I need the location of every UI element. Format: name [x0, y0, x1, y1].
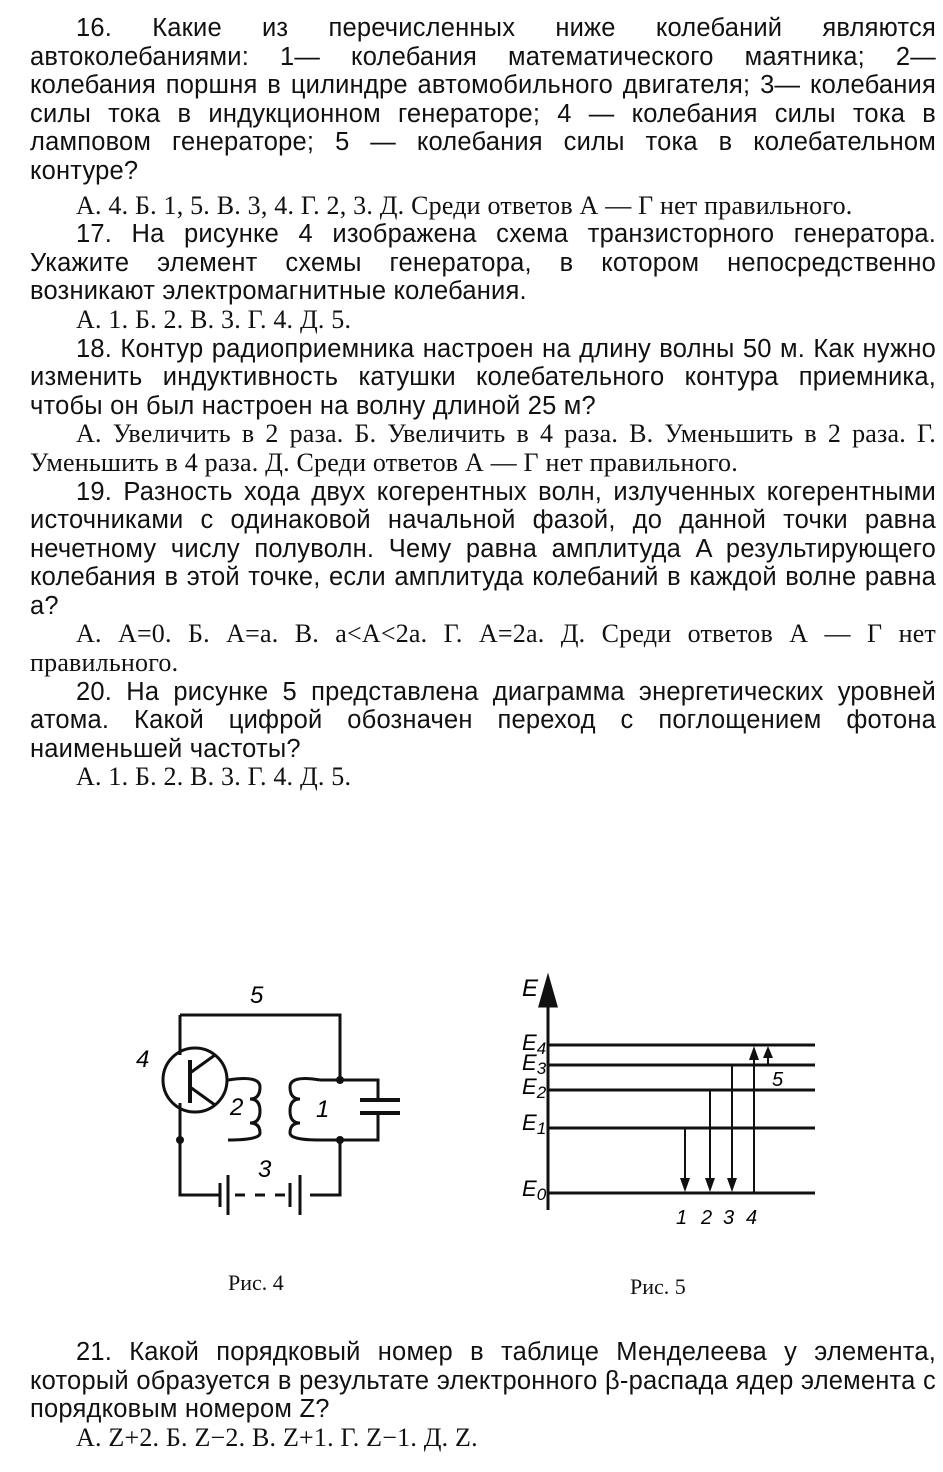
level-label-e2: E2: [522, 1074, 547, 1102]
question-19: 19. Разность хода двух когерентных волн, излученных когерентными источниками с одинаковой начальной фазой, до данной точки равна нечетному числу полуволн. Чему равна амплитуда A результирующего колебания в этой точке, если амплитуда колебаний в каждой волне равна a?: [30, 477, 936, 620]
axis-arrow-icon: [540, 978, 556, 1006]
question-21: 21. Какой порядковый номер в таблице Менделеева у элемента, который образуется в результате электронного β-распада ядер элемента с порядковым номером Z?: [30, 1338, 936, 1424]
answers-19: А. A=0. Б. A=a. В. a<A<2a. Г. A=2a. Д. Среди ответов А — Г нет правильного.: [30, 619, 936, 678]
figure-4-caption: Рис. 4: [228, 1270, 284, 1295]
figure-5-caption: Рис. 5: [630, 1274, 686, 1299]
question-20: 20. На рисунке 5 представлена диаграмма энергетических уровней атома. Какой цифрой обозначен переход с поглощением фотона наименьшей частоты?: [30, 677, 936, 763]
transition-label-3: 3: [723, 1207, 735, 1229]
axis-label-e: E: [522, 975, 539, 1002]
answers-20: А. 1. Б. 2. В. 3. Г. 4. Д. 5.: [76, 762, 352, 792]
answers-16: А. 4. Б. 1, 5. В. 3, 4. Г. 2, 3. Д. Среди ответов А — Г нет правильного.: [76, 190, 853, 220]
level-label-e3: E3: [522, 1050, 547, 1078]
label-2: 2: [230, 1094, 244, 1121]
transition-label-5: 5: [772, 1069, 784, 1091]
figure-4-circuit: [120, 975, 420, 1235]
level-label-e0: E0: [522, 1176, 547, 1204]
answers-17: А. 1. Б. 2. В. 3. Г. 4. Д. 5.: [76, 304, 352, 334]
question-17: 17. На рисунке 4 изображена схема транзисторного генератора. Укажите элемент схемы генератора, в котором непосредственно возникают электромагнитные колебания.: [30, 220, 936, 306]
answers-18: А. Увеличить в 2 раза. Б. Увеличить в 4 раза. В. Уменьшить в 2 раза. Г. Уменьшить в 4 раза. Д. Среди ответов А — Г нет правильного.: [30, 419, 936, 477]
label-3: 3: [258, 1156, 272, 1183]
questions-bottom: [30, 1338, 936, 1452]
level-label-e1: E1: [522, 1110, 547, 1138]
questions-top: [30, 14, 936, 792]
answers-21: А. Z+2. Б. Z−2. В. Z+1. Г. Z−1. Д. Z.: [76, 1422, 478, 1452]
label-5: 5: [250, 982, 264, 1009]
question-16: 16. Какие из перечисленных ниже колебаний являются автоколебаниями: 1— колебания математического маятника; 2— колебания поршня в цилиндре автомобильного двигателя; 3— колебания силы тока в индукционном генераторе; 4 — колебания силы тока в ламповом генераторе; 5 — колебания силы тока в колебательном контуре?: [30, 14, 936, 185]
figure-5-energy-levels: [510, 970, 840, 1240]
level-label-e4: E4: [522, 1030, 547, 1058]
transition-label-2: 2: [701, 1207, 713, 1229]
transistor-4: [163, 1048, 227, 1112]
transition-label-4: 4: [746, 1207, 758, 1229]
transition-label-1: 1: [676, 1207, 688, 1229]
top-wire: [180, 1015, 340, 1080]
question-18: 18. Контур радиоприемника настроен на длину волны 50 м. Как нужно изменить индуктивность катушки колебательного контура приемника, чтобы он был настроен на волну длиной 25 м?: [30, 334, 936, 420]
label-4: 4: [136, 1046, 150, 1073]
label-1: 1: [316, 1096, 330, 1123]
battery-3: [220, 1175, 228, 1215]
